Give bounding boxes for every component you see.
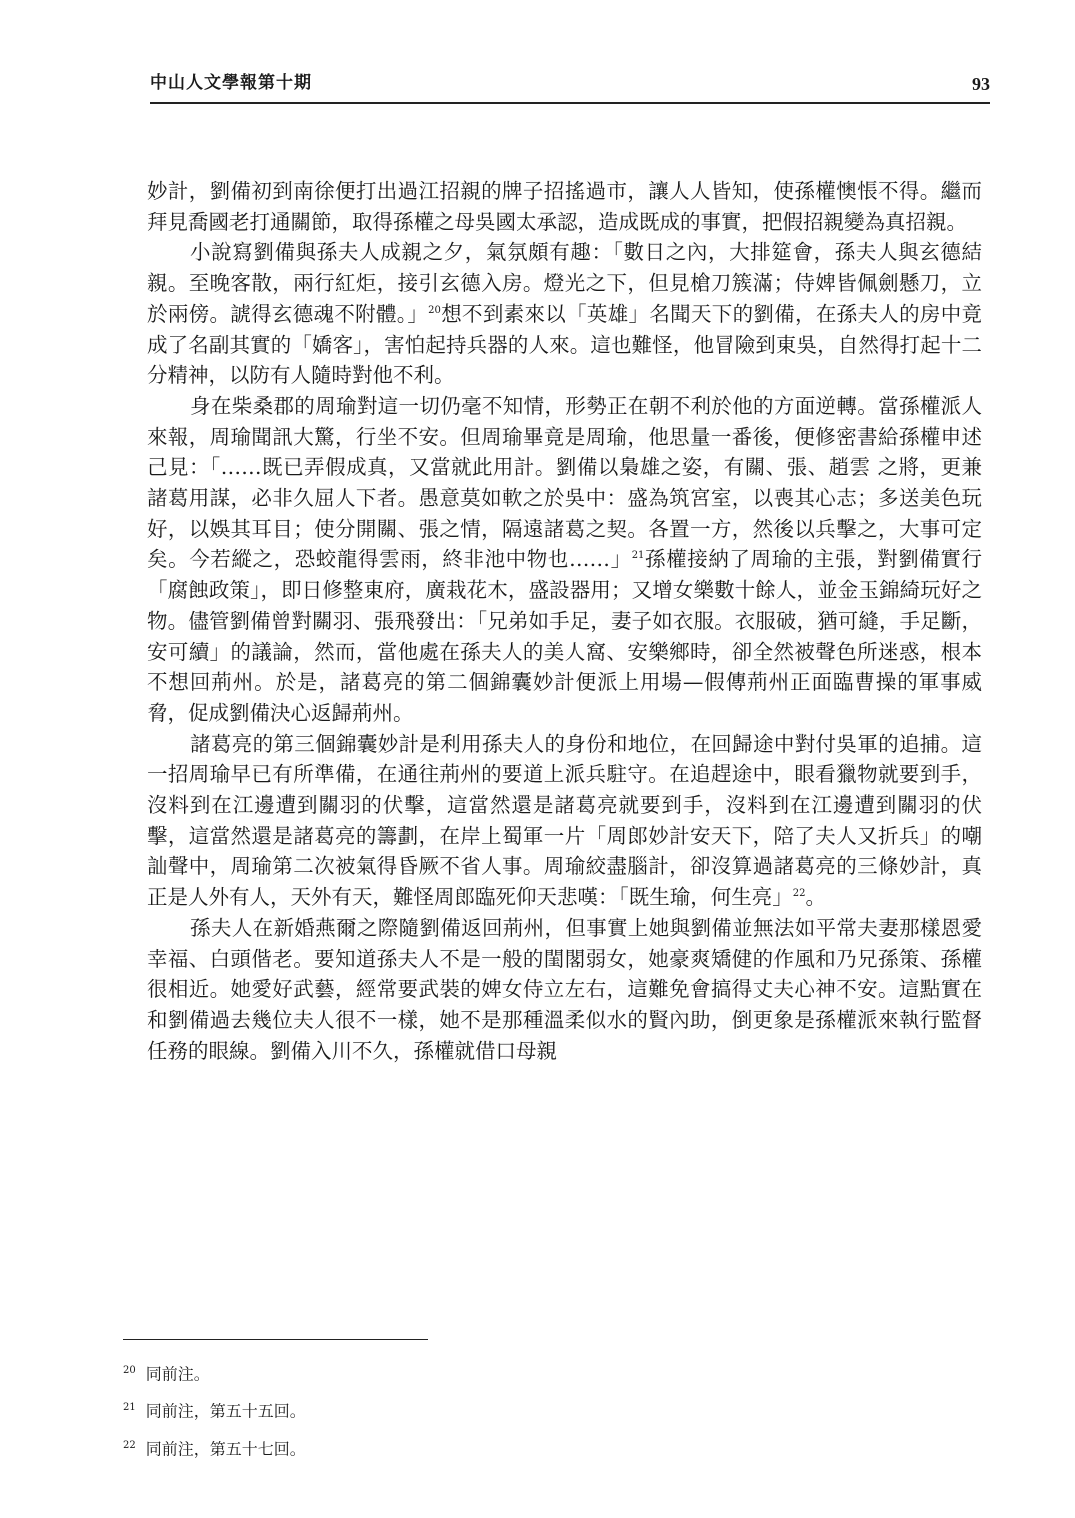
running-header	[150, 68, 990, 104]
body-text	[147, 176, 982, 1066]
paragraph-text: 想不到素來以「英雄」名聞天下的劉備，在孫夫人的房中竟成了名副其實的「嬌客」，害怕起持兵器的人來。這也難怪，他冒險到東吳，自然得打起十二分精神，以防有人隨時對他不利。	[147, 301, 983, 388]
footnote-number: 22	[123, 1439, 136, 1451]
body-paragraph	[147, 176, 982, 237]
paragraph-text: 。	[805, 885, 826, 910]
journal-title: 中山人文學報第十期	[150, 73, 312, 93]
body-paragraph	[147, 391, 982, 729]
paragraph-text: 身在柴桑郡的周瑜對這一切仍毫不知情，形勢正在朝不利於他的方面逆轉。當孫權派人來報，周瑜聞訊大驚，行坐不安。但周瑜畢竟是周瑜，他思量一番後，便修密書給孫權申述己見：「……既已弄假成真，又當就此用計。劉備以梟雄之姿，有關、張、趙雲 之將，更兼諸葛用謀，必非久屈人下者。愚意莫如軟之於吳中：盛為筑宮室，以喪其心志；多送美色玩好，以娛其耳目；使分開關、張之情，隔遠諸葛之契。各置一方，然後以兵擊之，大事可定矣。今若縱之，恐蛟龍得雲雨，終非池中物也……」	[147, 393, 982, 572]
footnote-number: 20	[123, 1365, 136, 1376]
page-number: 93	[972, 74, 990, 94]
body-paragraph	[147, 913, 982, 1067]
paragraph-text: 諸葛亮的第三個錦囊妙計是利用孫夫人的身份和地位，在回歸途中對付吳軍的追捕。這一招周瑜早已有所準備，在通往荊州的要道上派兵駐守。在追趕途中，眼看獵物就要到手，沒料到在江邊遭到關羽的伏擊，這當然還是諸葛亮就要到手，沒料到在江邊遭到關羽的伏擊，這當然還是諸葛亮的籌劃，在岸上蜀軍一片「周郎妙計安天下，陪了夫人又折兵」的嘲訕聲中，周瑜第二次被氣得昏厥不省人事。周瑜絞盡腦計，卻沒算過諸葛亮的三條妙計，真正是人外有人，天外有天，難怪周郎臨死仰天悲嘆：「既生瑜，何生亮」	[147, 731, 982, 910]
footnote-number: 21	[123, 1402, 136, 1414]
paragraph-text: 妙計，劉備初到南徐便打出過江招親的牌子招搖過市，讓人人皆知，使孫權懊悵不得。繼而拜見喬國老打通關節，取得孫權之母吳國太承認，造成既成的事實，把假招親變為真招親。	[147, 179, 982, 234]
footnotes	[123, 1354, 623, 1466]
footnote-reference[interactable]: 21	[631, 550, 645, 562]
footnote-reference[interactable]: 20	[428, 304, 441, 316]
footnote-reference[interactable]: 22	[792, 888, 806, 900]
footnote-text: 同前注，第五十七回。	[145, 1438, 306, 1458]
paragraph-text: 孫夫人在新婚燕爾之際隨劉備返回荊州，但事實上她與劉備並無法如平常夫妻那樣恩愛幸福、白頭偕老。要知道孫夫人不是一般的閨閣弱女，她豪爽矯健的作風和乃兄孫策、孫權很相近。她愛好武藝，經常要武裝的婢女侍立左右，這難免會搞得丈夫心神不安。這點實在和劉備過去幾位夫人很不一樣，她不是那種溫柔似水的賢內助，倒更象是孫權派來執行監督任務的眼線。劉備入川不久，孫權就借口母親	[147, 915, 982, 1063]
footnote-item	[123, 1354, 623, 1391]
body-paragraph	[147, 237, 982, 391]
footnote-text: 同前注。	[145, 1364, 210, 1384]
footnote-divider	[123, 1339, 428, 1340]
paragraph-text: 孫權接納了周瑜的主張，對劉備實行「腐蝕政策」，即日修整東府，廣栽花木，盛設器用；又增女樂數十餘人，並金玉錦綺玩好之物。儘管劉備曾對關羽、張飛發出：「兄弟如手足，妻子如衣服。衣服破，猶可縫，手足斷，安可續」的議論，然而，當他處在孫夫人的美人窩、安樂鄉時，卻全然被聲色所迷惑，根本不想回荊州。於是，諸葛亮的第二個錦囊妙計便派上用場—假傳荊州正面臨曹操的軍事威脅，促成劉備決心返歸荊州。	[147, 547, 983, 725]
paragraph-text: 小說寫劉備與孫夫人成親之夕，氣氛頗有趣：「數日之內，大排筵會，孫夫人與玄德結親。至晚客散，兩行紅炬，接引玄德入房。燈光之下，但見槍刀簇滿；侍婢皆佩劍懸刀，立於兩傍。諕得玄德魂不附體。」	[147, 240, 982, 326]
footnote-item	[123, 1391, 623, 1428]
body-paragraph	[147, 729, 982, 913]
footnote-item	[123, 1429, 623, 1466]
footnote-text: 同前注，第五十五回。	[145, 1401, 306, 1421]
